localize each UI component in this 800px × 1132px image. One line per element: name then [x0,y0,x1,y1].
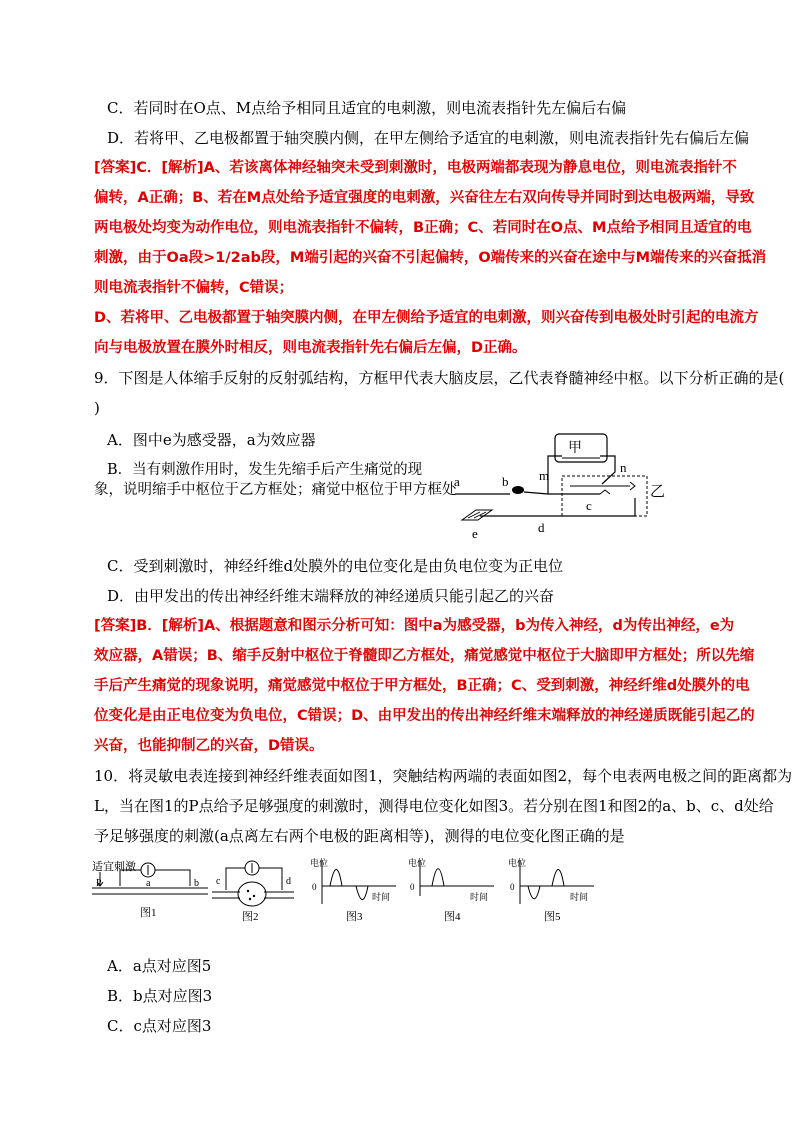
q10-stem: 予足够强度的刺激(a点离左右两个电极的距离相等)，测得的电位变化图正确的是 [94,827,625,845]
q10-option-a: A．a点对应图5 [107,957,212,975]
label-m: m [539,468,550,483]
answer-line: 向与电极放置在膜外时相反，则电流表指针先右偏后左偏，D正确。 [94,340,527,356]
q10-option-c: C．c点对应图3 [107,1017,212,1035]
caption-fig5: 图5 [544,911,561,923]
label-a: a [454,474,460,489]
answer-line: 兴奋，也能抑制乙的兴奋，D错误。 [94,738,324,754]
q9-option-c: C．受到刺激时，神经纤维d处膜外的电位变化是由负电位变为正电位 [107,557,564,575]
answer-line: 偏转，A正确；B、若在M点处给予适宜强度的电刺激，兴奋往左右双向传导并同时到达电极两端，导致 [94,190,755,206]
label-zero: 0 [510,882,515,892]
answer-line: D、若将甲、乙电极都置于轴突膜内侧，在甲左侧给予适宜的电刺激，则兴奋传到电极处时引起的电流方 [94,310,759,326]
q9-stem-cont: ) [94,399,100,417]
label-time: 时间 [470,892,489,902]
figure-2 [212,861,294,923]
label-b: b [502,474,509,489]
label-d: d [538,520,545,535]
q10-figures [90,856,630,936]
answer-line: 则电流表指针不偏转，C错误； [94,280,294,296]
answer-line: [答案]C．[解析]A、若该离体神经轴突未受到刺激时，电极两端都表现为静息电位，则电流表指针不 [94,160,737,176]
label-potential: 电位 [408,858,427,868]
q9-option-a: A．图中e为感受器，a为效应器 [107,431,316,449]
q10-stem: 10．将灵敏电表连接到神经纤维表面如图1，突触结构两端的表面如图2，每个电表两电极之间的距离都为 [94,767,793,785]
label-c: c [216,876,221,887]
q10-option-b: B．b点对应图3 [107,987,213,1005]
q10-stem: L，当在图1的P点给予足够强度的刺激时，测得电位变化如图3。若分别在图1和图2的a、b、c、d处给 [94,797,774,815]
label-a: a [146,878,151,889]
label-c: c [586,498,592,513]
figure-3 [310,857,396,923]
q9-option-d: D．由甲发出的传出神经纤维末端释放的神经递质只能引起乙的兴奋 [107,587,555,605]
caption-fig4: 图4 [444,911,461,923]
label-potential: 电位 [508,858,527,868]
label-zero: 0 [410,882,415,892]
answer-line: 手后产生痛觉的现象说明，痛觉感觉中枢位于甲方框处，B正确；C、受到刺激，神经纤维d处膜外的电 [94,678,750,694]
answer-line: 刺激，由于Oa段>1/2ab段，M端引起的兴奋不引起偏转，O端传来的兴奋在途中与M端传来的兴奋抵消 [94,250,767,266]
caption-fig2: 图2 [242,911,259,923]
figure-5 [508,857,594,923]
caption-fig1: 图1 [140,907,157,919]
label-e: e [472,526,478,541]
reflex-arc-figure [450,432,680,542]
q8-option-c: C．若同时在O点、M点给予相同且适宜的电刺激，则电流表指针先左偏后右偏 [107,99,627,117]
label-n: n [620,460,627,475]
label-b: b [194,878,199,889]
label-yi: 乙 [650,484,666,500]
q8-option-d: D．若将甲、乙电极都置于轴突膜内侧，在甲左侧给予适宜的电刺激，则电流表指针先右偏后左偏 [107,129,750,147]
caption-fig3: 图3 [346,911,363,923]
label-stimulus: 适宜刺激 [92,861,136,873]
label-potential: 电位 [310,858,329,868]
answer-line: 效应器，A错误；B、缩手反射中枢位于脊髓即乙方框处，痛觉感觉中枢位于大脑即甲方框处；所以先缩 [94,648,755,664]
answer-line: 位变化是由正电位变为负电位，C错误；D、由甲发出的传出神经纤维末端释放的神经递质既能引起乙的 [94,708,755,724]
q9-stem: 9．下图是人体缩手反射的反射弧结构，方框甲代表大脑皮层，乙代表脊髓神经中枢。以下分析正确的是( [94,369,785,387]
label-time: 时间 [570,892,589,902]
answer-line: 两电极处均变为动作电位，则电流表指针不偏转，B正确；C、若同时在O点、M点给予相同且适宜的电 [94,220,752,236]
label-p: P [96,878,102,889]
label-zero: 0 [312,882,317,892]
q9-option-b: B．当有刺激作用时，发生先缩手后产生痛觉的现 [107,462,423,478]
figure-4 [408,857,494,923]
label-time: 时间 [372,892,391,902]
answer-line: [答案]B．[解析]A、根据题意和图示分析可知：图中a为感受器，b为传入神经，d为传出神经，e为 [94,618,735,634]
label-jia: 甲 [568,441,582,456]
figure-1 [92,859,208,919]
q9-option-b-cont: 象，说明缩手中枢位于乙方框处；痛觉中枢位于甲方框处 [94,482,457,498]
label-d: d [286,876,291,887]
